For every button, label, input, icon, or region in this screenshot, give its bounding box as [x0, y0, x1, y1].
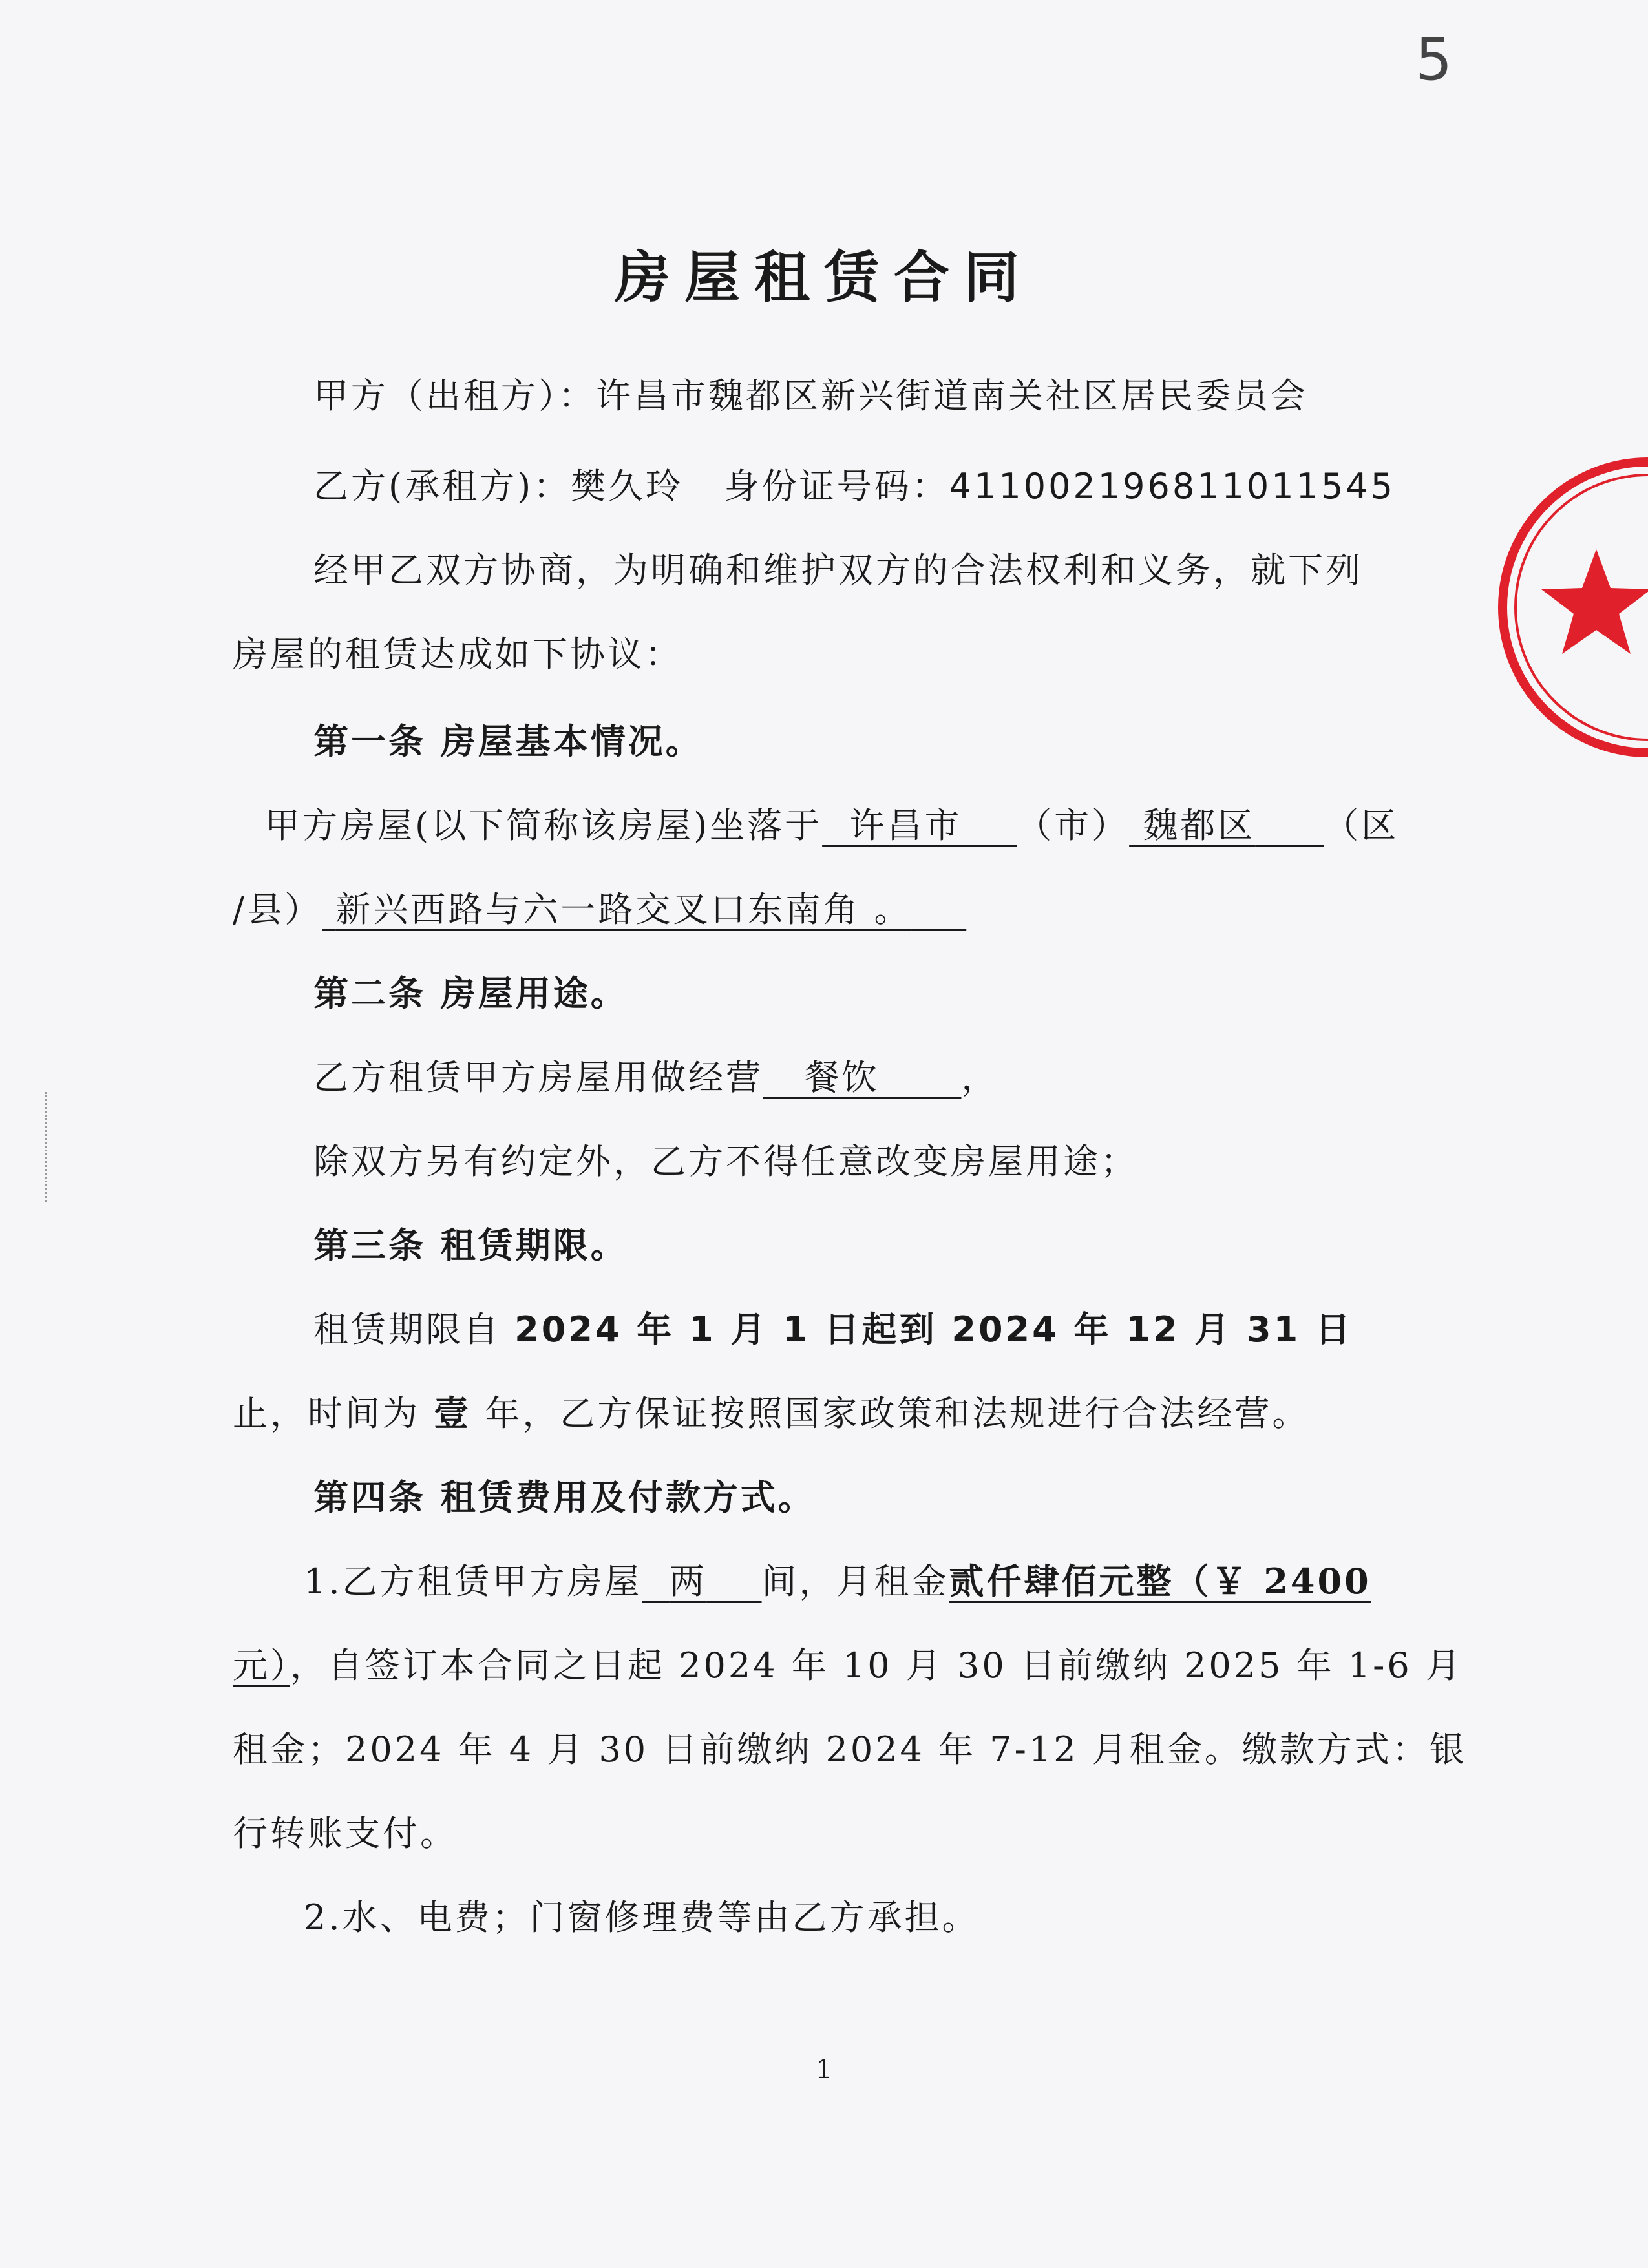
article-4-line-1: [304, 1554, 1371, 1604]
article-1-title: 第一条 房屋基本情况。: [313, 720, 703, 762]
article-1-line-1: [265, 798, 1399, 848]
seal-star-icon: [1541, 549, 1648, 654]
party-b-name: 樊久玲: [571, 466, 684, 507]
binding-holes: [45, 1092, 51, 1202]
usage-field: [763, 1057, 962, 1098]
address-value: 新兴西路与六一路交叉口东南角 。: [335, 889, 912, 930]
city-value: 许昌市: [849, 805, 962, 846]
article-2-line-2: 除双方另有约定外，乙方不得任意改变房屋用途；: [313, 1141, 1138, 1182]
city-suffix: （市）: [1017, 805, 1130, 846]
party-a-line: 甲方（出租方）：许昌市魏都区新兴街道南关社区居民委员会: [313, 375, 1308, 416]
article-2-line-1: [313, 1050, 999, 1100]
county-suffix: /县）: [233, 889, 322, 930]
page-number: 1: [816, 2055, 832, 2084]
intro-line-2: 房屋的租赁达成如下协议：: [233, 634, 682, 675]
rent-amount-end: 元）: [233, 1645, 290, 1686]
term-text-2: 年，乙方保证按照国家政策和法规进行合法经营。: [471, 1393, 1310, 1434]
article-4-line-3: 租金；2024 年 4 月 30 日前缴纳 2024 年 7-12 月租金。缴款方式：银: [233, 1729, 1467, 1770]
article-4-line-4: 行转账支付。: [233, 1813, 458, 1854]
district-field: [1129, 805, 1324, 846]
article-2-title: 第二条 房屋用途。: [313, 972, 628, 1014]
handwritten-page-marker: 5: [1415, 26, 1453, 94]
rooms-value: 两: [669, 1561, 707, 1602]
rooms-field: [642, 1561, 762, 1602]
party-b-id-label: 身份证号码：: [724, 466, 949, 507]
payment-schedule: ，自签订本合同之日起 2024 年 10 月 30 日前缴纳 2025 年 1-6 月: [290, 1645, 1463, 1686]
article-3-title: 第三条 租赁期限。: [313, 1224, 628, 1266]
district-suffix: （区: [1324, 805, 1399, 846]
intro-line-1: 经甲乙双方协商，为明确和维护双方的合法权利和义务，就下列: [313, 550, 1363, 591]
party-b-line: [313, 459, 1395, 509]
term-dates: 2024 年 1 月 1 日起到 2024 年 12 月 31 日: [514, 1309, 1353, 1350]
term-text: 止，时间为: [233, 1393, 434, 1434]
article-4-line-2: [233, 1638, 1463, 1688]
rent-text: 1.乙方租赁甲方房屋: [304, 1561, 642, 1602]
district-value: 魏都区: [1143, 805, 1256, 846]
party-b-prefix: 乙方(承租方)：: [313, 466, 571, 507]
address-field: [322, 889, 966, 930]
term-years: 壹: [434, 1392, 472, 1434]
usage-text: 乙方租赁甲方房屋用做经营: [313, 1057, 763, 1098]
rent-amount: 贰仟肆佰元整（￥ 2400: [949, 1560, 1371, 1602]
term-prefix: 租赁期限自: [313, 1309, 515, 1350]
usage-punct: ，: [961, 1057, 999, 1098]
document-title: 房屋租赁合同: [615, 245, 1033, 310]
rent-text-2: 间，月租金: [761, 1561, 949, 1602]
party-b-id: 411002196811011545: [949, 466, 1396, 507]
article-1-text: 甲方房屋(以下简称该房屋)坐落于: [265, 805, 823, 846]
city-field: [822, 805, 1017, 846]
article-4-item-2: 2.水、电费；门窗修理费等由乙方承担。: [304, 1897, 980, 1938]
official-seal: [1435, 452, 1648, 762]
article-3-line-2: [233, 1386, 1309, 1436]
article-3-line-1: [313, 1302, 1353, 1352]
usage-value: 餐饮: [804, 1057, 880, 1098]
article-4-title: 第四条 租赁费用及付款方式。: [313, 1476, 816, 1518]
article-1-line-2: [233, 882, 966, 932]
